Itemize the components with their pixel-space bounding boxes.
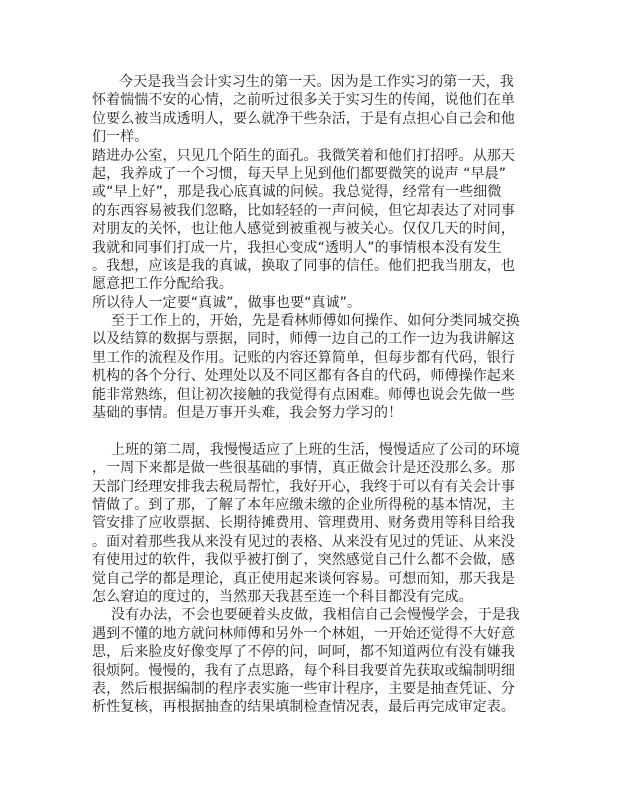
- text-line: 或“早上好”，那是我心底真诚的问候。我总觉得，经常有一些细微: [92, 184, 502, 201]
- text-line: 起，我养成了一个习惯，每天早上见到他们都要微笑的说声 “早晨”: [92, 165, 507, 182]
- text-line: 能非常熟练，但让初次接触的我觉得有点困难。师傅也说会先做一些: [92, 386, 515, 403]
- text-line: 位要么被当成透明人，要么就净干些杂活，于是有点担心自己会和他: [92, 110, 515, 127]
- text-line: 有使用过的软件，我似乎被打倒了，突然感觉自己什么都不会做，感: [92, 552, 515, 569]
- paragraph-spacer: [92, 422, 532, 440]
- text-line: 很烦阿。慢慢的，我有了点思路，每个科目我要首先获取或编制明细: [92, 662, 515, 679]
- paragraph-sincerity: [92, 294, 532, 312]
- text-line: 。我想，应该是我的真诚，换取了同事的信任。他们把我当朋友，也: [92, 257, 515, 274]
- text-line: 表，然后根据编制的程序表实施一些审计程序，主要是抽查凭证、分: [92, 680, 515, 697]
- text-line: 情做了。到了那，了解了本年应缴未缴的企业所得税的基本情况，主: [92, 496, 515, 513]
- paragraph-second-week: [92, 441, 532, 607]
- text-line: 我就和同事们打成一片，我担心变成“透明人”的事情根本没有发生: [92, 239, 502, 256]
- text-line: 没有办法，不会也要硬着头皮做，我相信自己会慢慢学会，于是我: [111, 607, 520, 624]
- paragraph-office: [92, 147, 532, 294]
- text-line: 天部门经理安排我去税局帮忙，我好开心，我终于可以有有关会计事: [92, 478, 515, 495]
- text-line: 们一样。: [92, 129, 149, 146]
- document-body: [92, 73, 532, 717]
- text-line: 遇到不懂的地方就问林师傅和另外一个林姐，一开始还觉得不大好意: [92, 625, 515, 642]
- paragraph-learning: [92, 606, 532, 716]
- text-line: 机构的各个分行、处理处以及不同区都有各自的代码，师傅操作起来: [92, 368, 515, 385]
- paragraph-first-day: [92, 73, 532, 147]
- text-line: 里工作的流程及作用。记账的内容还算简单，但每步都有代码，银行: [92, 349, 515, 366]
- text-line: 管安排了应收票据、长期待摊费用、管理费用、财务费用等科目给我: [92, 515, 515, 532]
- text-line: 踏进办公室，只见几个陌生的面孔。我微笑着和他们打招呼。从那天: [92, 147, 515, 164]
- text-line: 今天是我当会计实习生的第一天。因为是工作实习的第一天，我: [119, 74, 514, 90]
- text-line: 怀着惴惴不安的心情，之前听过很多关于实习生的传闻，说他们在单: [92, 92, 515, 109]
- text-line: 愿意把工作分配给我。: [92, 276, 233, 293]
- text-line: 以及结算的数据与票据，同时，师傅一边自己的工作一边为我讲解这: [92, 331, 515, 348]
- text-line: 至于工作上的，开始，先是看林师傅如何操作、如何分类同城交换: [111, 313, 520, 330]
- text-line: 觉自己学的都是理论，真正使用起来谈何容易。可想而知，那天我是: [92, 570, 515, 587]
- text-line: ，一周下来都是做一些很基础的事情，真正做会计是还没那么多。那: [92, 460, 515, 477]
- text-line: 上班的第二周，我慢慢适应了上班的生活，慢慢适应了公司的环境: [111, 441, 520, 458]
- text-line: 的东西容易被我们忽略，比如轻轻的一声问候，但它却表达了对同事: [92, 202, 515, 219]
- paragraph-work-intro: [92, 312, 532, 422]
- text-line: 析性复核，再根据抽查的结果填制检查情况表，最后再完成审定表。: [92, 699, 515, 716]
- text-line: 怎么窘迫的度过的，当然那天我甚至连一个科目都没有完成。: [92, 588, 473, 605]
- text-line: 对朋友的关怀，也让他人感觉到被重视与被关心。仅仅几天的时间，: [92, 221, 515, 238]
- text-line: 思，后来脸皮好像变厚了不停的问，呵呵，都不知道两位有没有嫌我: [92, 644, 515, 661]
- text-line: 基础的事情。但是万事开头难，我会努力学习的！: [92, 405, 403, 422]
- text-line: 所以待人一定要“真诚”，做事也要“真诚”。: [92, 294, 362, 311]
- text-line: 。面对着那些我从来没有见过的表格、从来没有见过的凭证、从来没: [92, 533, 515, 550]
